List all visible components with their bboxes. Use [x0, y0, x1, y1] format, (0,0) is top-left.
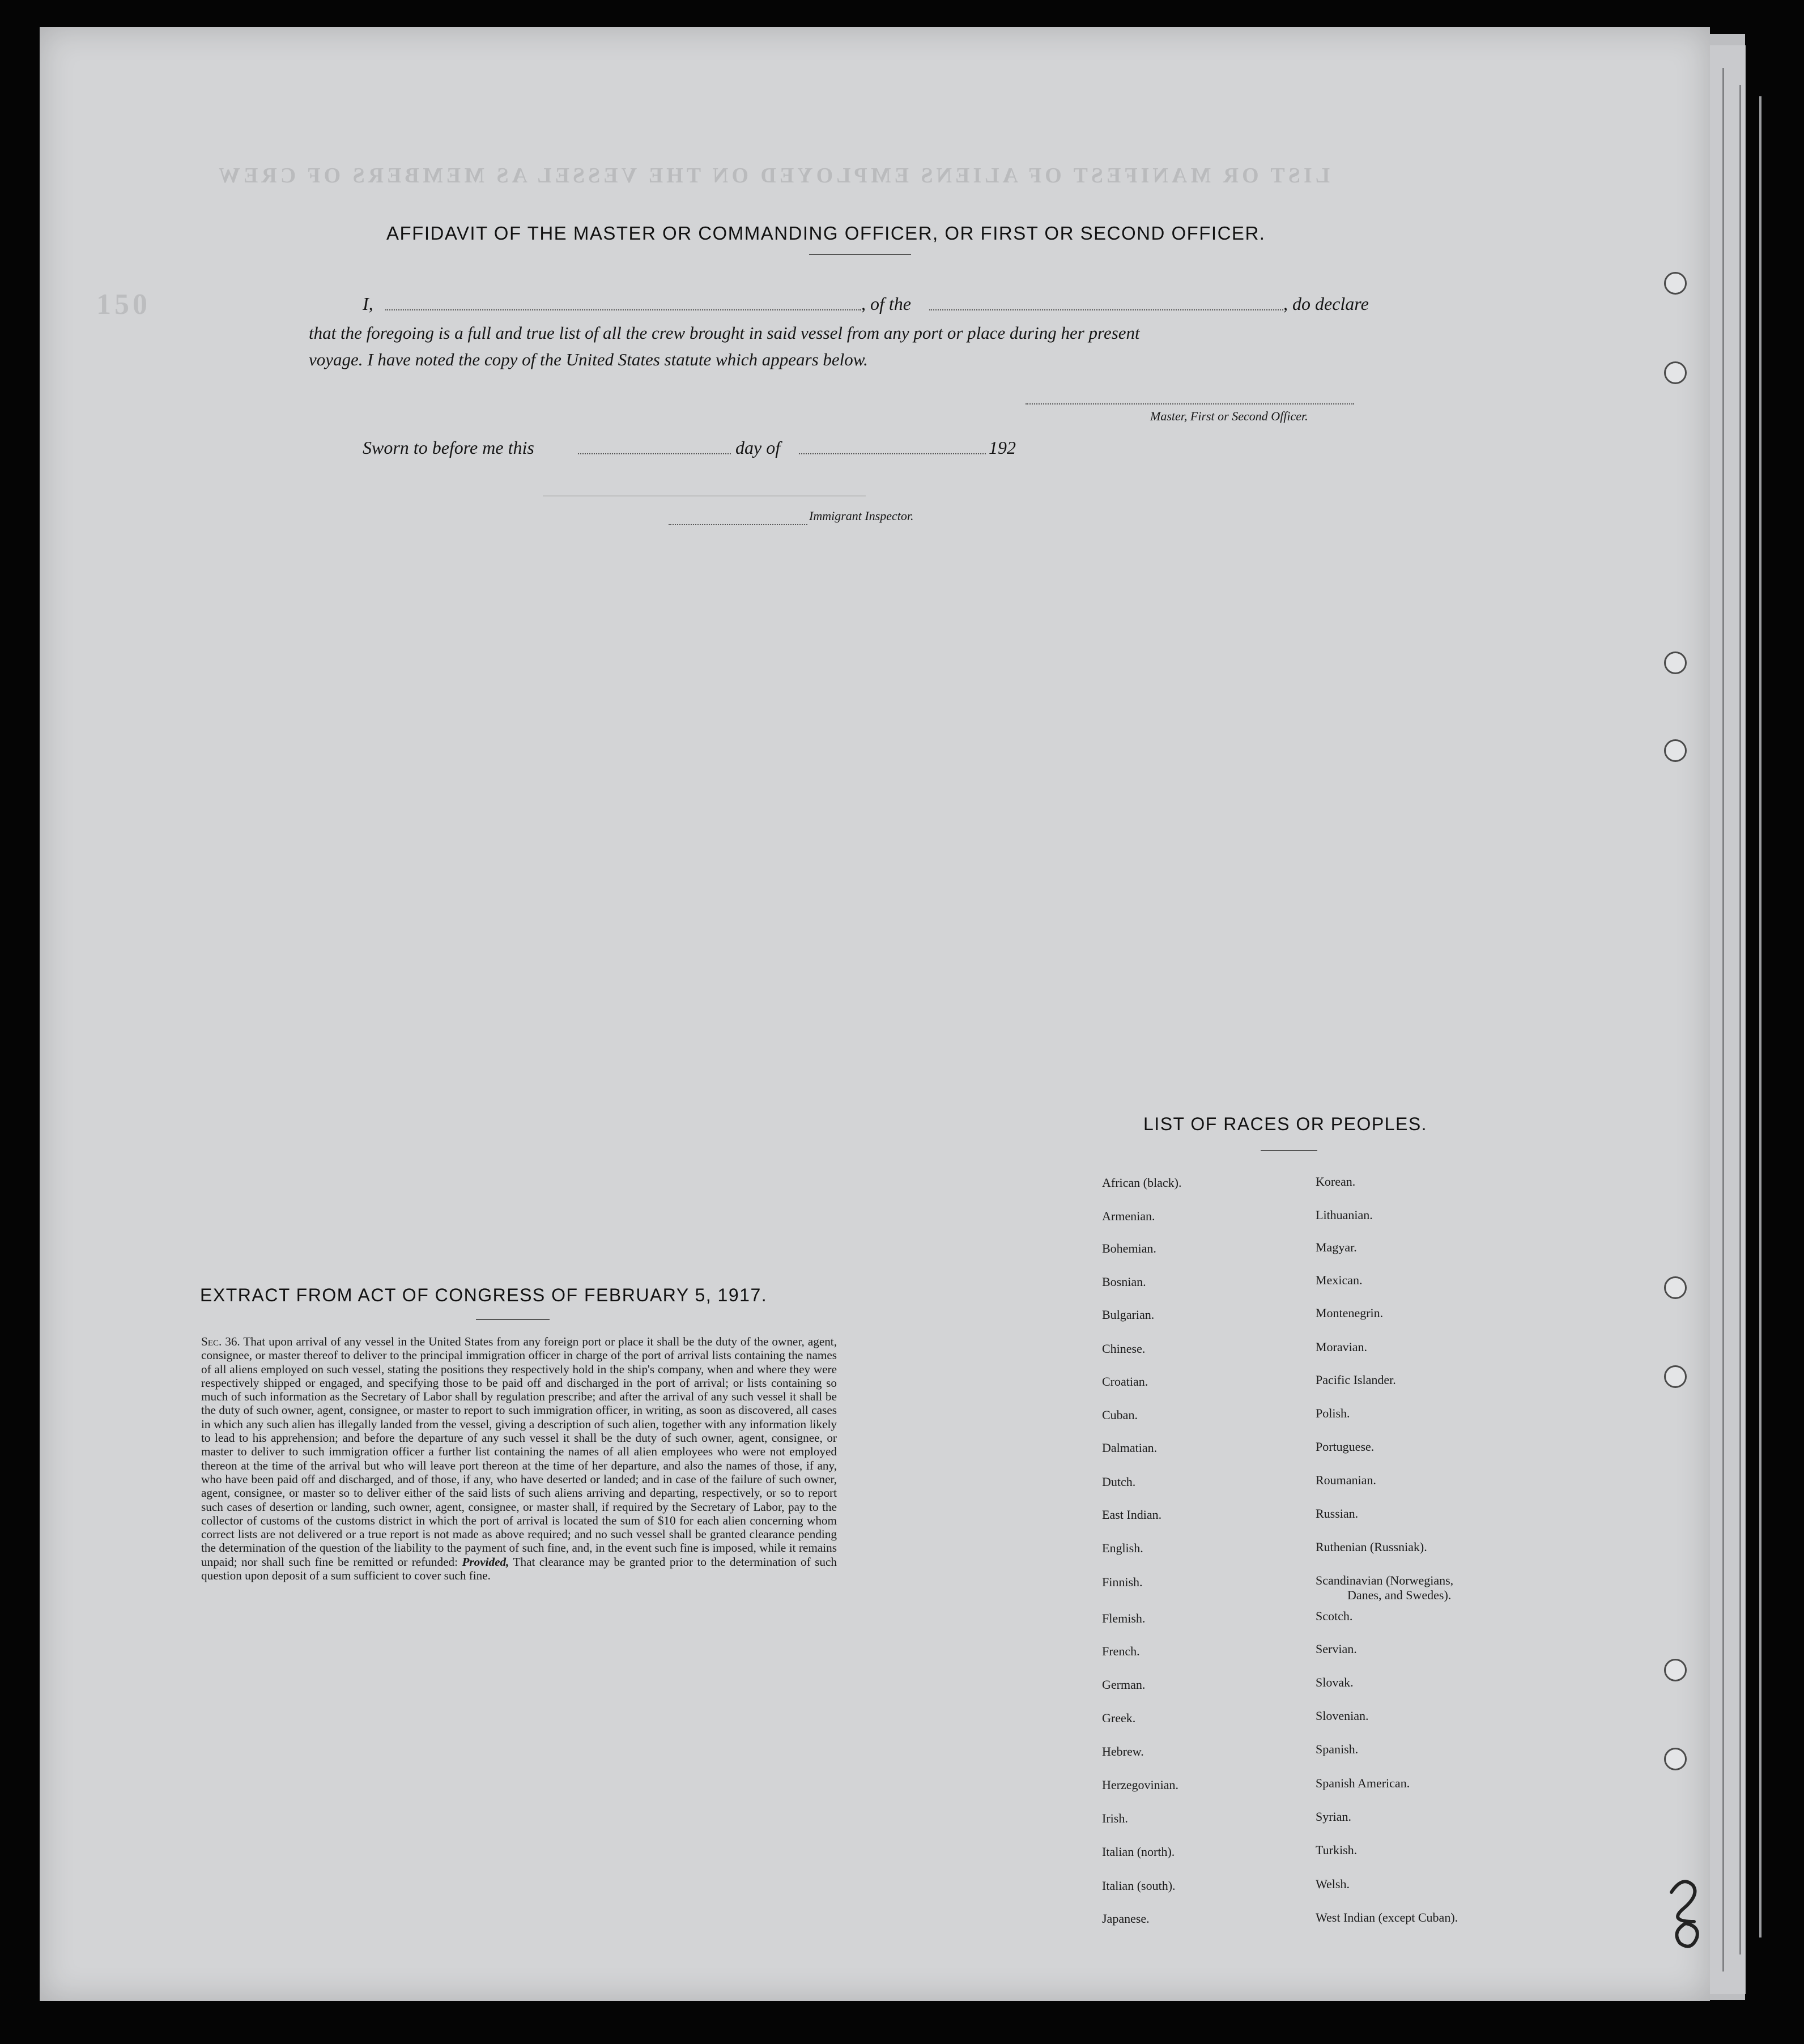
race-item: Finnish.	[1102, 1575, 1143, 1589]
race-item: Herzegovinian.	[1102, 1778, 1178, 1792]
heading-underline	[809, 254, 911, 255]
race-item: Dutch.	[1102, 1475, 1136, 1489]
race-item: Japanese.	[1102, 1911, 1150, 1926]
race-item: Italian (north).	[1102, 1845, 1175, 1859]
affidavit-line-3: voyage. I have noted the copy of the United States statute which appears below.	[309, 350, 868, 369]
race-item: Mexican.	[1316, 1273, 1363, 1287]
race-item: Welsh.	[1316, 1877, 1350, 1891]
race-item: Italian (south).	[1102, 1879, 1176, 1893]
sworn-year: 192	[989, 437, 1016, 458]
race-item: French.	[1102, 1644, 1140, 1658]
race-item: Spanish.	[1316, 1742, 1359, 1756]
binder-hole	[1664, 1748, 1687, 1770]
affidavit-i: I,	[363, 293, 373, 314]
race-item: Slovenian.	[1316, 1709, 1369, 1723]
binder-hole	[1664, 739, 1687, 762]
race-item: English.	[1102, 1541, 1143, 1555]
races-heading: LIST OF RACES OR PEOPLES.	[1143, 1114, 1428, 1134]
binder-hole	[1664, 1276, 1687, 1299]
race-item: Roumanian.	[1316, 1473, 1376, 1487]
race-item-continuation: Danes, and Swedes).	[1347, 1588, 1452, 1602]
race-item: Cuban.	[1102, 1408, 1138, 1422]
extract-heading: EXTRACT FROM ACT OF CONGRESS OF FEBRUARY 5, 1917.	[200, 1285, 768, 1305]
provided-word: Provided,	[462, 1555, 509, 1569]
name-blank[interactable]	[385, 309, 861, 310]
race-item: German.	[1102, 1677, 1146, 1692]
race-item: Polish.	[1316, 1406, 1350, 1420]
inspector-blank[interactable]	[669, 524, 807, 525]
race-item: Ruthenian (Russniak).	[1316, 1540, 1427, 1554]
race-item: Portuguese.	[1316, 1440, 1375, 1454]
vessel-blank[interactable]	[929, 309, 1283, 310]
race-item: Moravian.	[1316, 1340, 1368, 1354]
statute-body-end: That clearance may be granted prior to the determination of such question upon deposit of a sum sufficient to cover such fine.	[201, 1555, 837, 1583]
race-item: Bohemian.	[1102, 1241, 1156, 1255]
affidavit-of-the: , of the	[861, 293, 911, 314]
sheet-edge	[1759, 96, 1762, 1937]
master-signature-blank[interactable]	[1026, 403, 1354, 404]
handwritten-page-mark	[1660, 1870, 1711, 1954]
affidavit-do-declare: , do declare	[1283, 293, 1369, 314]
extract-underline	[476, 1319, 550, 1320]
binder-hole	[1664, 361, 1687, 384]
affidavit-heading: AFFIDAVIT OF THE MASTER OR COMMANDING OFFICER, OR FIRST OR SECOND OFFICER.	[386, 223, 1266, 244]
race-item: African (black).	[1102, 1176, 1182, 1190]
race-item: Slovak.	[1316, 1675, 1354, 1689]
race-item: West Indian (except Cuban).	[1316, 1910, 1458, 1924]
race-item: Dalmatian.	[1102, 1441, 1158, 1455]
races-underline	[1261, 1150, 1317, 1151]
race-item: Magyar.	[1316, 1240, 1357, 1254]
race-item: Chinese.	[1102, 1342, 1146, 1356]
bleed-through-number: 150	[96, 288, 151, 321]
race-item: Lithuanian.	[1316, 1208, 1373, 1222]
sheet-edge	[1739, 85, 1741, 1954]
race-item: Irish.	[1102, 1811, 1128, 1825]
race-item: Bulgarian.	[1102, 1308, 1155, 1322]
inspector-caption: Immigrant Inspector.	[809, 509, 914, 523]
race-item: Scotch.	[1316, 1609, 1353, 1623]
race-item: Hebrew.	[1102, 1744, 1144, 1758]
race-item: Croatian.	[1102, 1374, 1148, 1389]
statute-text	[201, 1335, 837, 1582]
race-item: Turkish.	[1316, 1843, 1358, 1857]
affidavit-line-2: that the foregoing is a full and true list of all the crew brought in said vessel from any port or place during her present	[309, 323, 1140, 343]
master-caption: Master, First or Second Officer.	[1150, 409, 1308, 423]
binder-hole	[1664, 651, 1687, 674]
race-item: Bosnian.	[1102, 1275, 1146, 1289]
race-item: Korean.	[1316, 1174, 1356, 1189]
race-item: Armenian.	[1102, 1209, 1155, 1223]
race-item: Pacific Islander.	[1316, 1373, 1396, 1387]
statute-body: That upon arrival of any vessel in the United States from any foreign port or place it shall be the duty of the owner, agent, consignee, or master thereof to deliver to the principal immigration officer in charge of the port of arrival lists containing the names of all aliens employed on such vessel, stating the positions they respectively hold in the ship's company, when and where they were respectively shipped or engaged, and specifying those to be paid off and discharged in the port of arrival; or lists containing so much of such information as the Secretary of Labor shall by regulation prescribe; and after the arrival of any such vessel it shall be the duty of such owner, agent, consignee, or master to report to such immigration officer, in writing, as soon as discovered, all cases in which any such alien has illegally landed from the vessel, giving a description of such alien, together with any information likely to lead to his apprehension; and before the departure of any such vessel it shall be the duty of such owner, agent, consignee, or master to deliver to such immigration officer a further list containing the names of all alien employees who were not employed thereon at the time of the arrival but who will leave port thereon at the time of her departure, and also the names of those, if any, who have been paid off and discharged, and of those, if any, who have deserted or landed; and in case of the failure of such owner, agent, consignee, or master so to deliver either of the said lists of such aliens arriving and departing, respectively, or so to report such cases of desertion or landing, such owner, agent, consignee, or master shall, if required by the Secretary of Labor, pay to the collector of customs of the customs district in which the port of arrival is located the sum of $10 for each alien concerning whom correct lists are not delivered or a true report is not made as above required; and no such vessel shall be granted clearance pending the determination of the question of the liability to the payment of such fine, and, in the event such fine is imposed, while it remains unpaid; nor shall such fine be remitted or refunded:	[201, 1335, 837, 1569]
sworn-month-blank[interactable]	[799, 453, 986, 454]
race-item: Servian.	[1316, 1642, 1357, 1656]
race-item: Syrian.	[1316, 1809, 1351, 1824]
binder-hole	[1664, 1365, 1687, 1388]
race-item: Spanish American.	[1316, 1776, 1410, 1790]
sworn-day-of: day of	[735, 437, 781, 458]
sworn-day-blank[interactable]	[578, 453, 731, 454]
bleed-through-heading: LIST OR MANIFEST OF ALIENS EMPLOYED ON THE VESSEL AS MEMBERS OF CREW	[215, 164, 1330, 188]
binder-hole	[1664, 1659, 1687, 1681]
race-item: Scandinavian (Norwegians,	[1316, 1573, 1454, 1587]
binder-hole	[1664, 272, 1687, 295]
race-item: Montenegrin.	[1316, 1306, 1384, 1320]
section-label: Sec. 36.	[201, 1335, 240, 1348]
race-item: Russian.	[1316, 1506, 1359, 1521]
race-item: East Indian.	[1102, 1508, 1162, 1522]
sheet-edge	[1722, 68, 1724, 1971]
sworn-prefix: Sworn to before me this	[363, 437, 534, 458]
race-item: Greek.	[1102, 1711, 1136, 1725]
race-item: Flemish.	[1102, 1611, 1146, 1625]
